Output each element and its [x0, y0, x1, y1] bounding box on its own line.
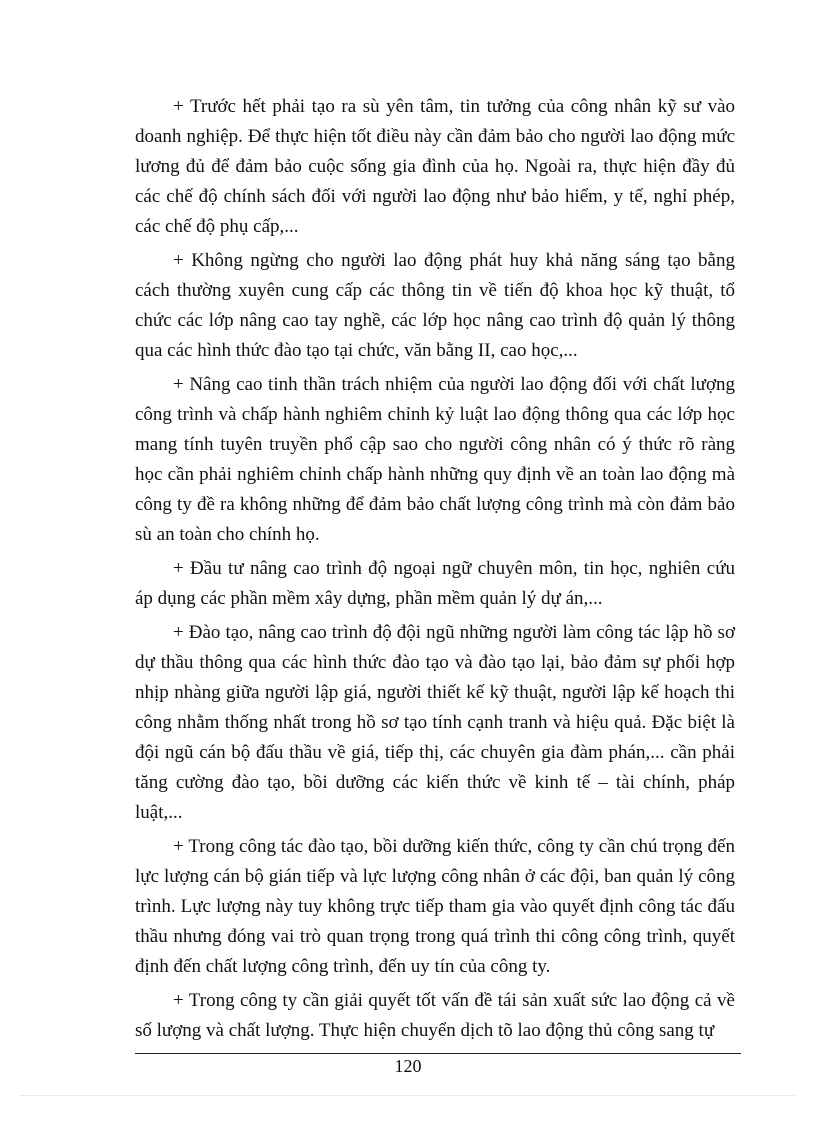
paragraph-3: + Nâng cao tinh thần trách nhiệm của người lao động đối với chất lượng công trình và chấp hành nghiêm chỉnh kỷ luật lao động thông qua các lớp học mang tính tuyên truyền phổ cập sao cho người công nhân có ý thức rõ ràng học cần phải nghiêm chỉnh chấp hành những quy định về an toàn lao động mà công ty đề ra không những để đảm bảo chất lượng công trình mà còn đảm bảo sù an toàn cho chính họ. [135, 374, 735, 545]
footer-divider [135, 1053, 741, 1054]
page-bottom-border [20, 1095, 796, 1096]
paragraph-5: + Đào tạo, nâng cao trình độ đội ngũ những người làm công tác lập hồ sơ dự thầu thông qua các hình thức đào tạo và đào tạo lại, bảo đảm sự phối hợp nhịp nhàng giữa người lập giá, người thiết kế kỹ thuật, người lập kế hoạch thi công nhằm thống nhất trong hồ sơ tạo tính cạnh tranh và hiệu quả. Đặc biệt là đội ngũ cán bộ đấu thầu về giá, tiếp thị, các chuyên gia đàm phán,... cần phải tăng cường đào tạo, bồi dưỡng các kiến thức về kinh tế – tài chính, pháp luật,... [135, 622, 735, 823]
body-text [135, 92, 735, 1050]
page-number: 120 [394, 1056, 422, 1076]
paragraph-6: + Trong công tác đào tạo, bồi dưỡng kiến thức, công ty cần chú trọng đến lực lượng cán bộ gián tiếp và lực lượng công nhân ở các đội, ban quản lý công trình. Lực lượng này tuy không trực tiếp tham gia vào quyết định công tác đấu thầu nhưng đóng vai trò quan trọng trong quá trình thi công công trình, quyết định đến chất lượng công trình, đến uy tín của công ty. [135, 836, 735, 977]
paragraph-4: + Đầu tư nâng cao trình độ ngoại ngữ chuyên môn, tin học, nghiên cứu áp dụng các phần mềm xây dựng, phần mềm quản lý dự án,... [135, 558, 735, 609]
paragraph-2: + Không ngừng cho người lao động phát huy khả năng sáng tạo bằng cách thường xuyên cung cấp các thông tin về tiến độ khoa học kỹ thuật, tổ chức các lớp nâng cao tay nghề, các lớp học nâng cao trình độ quản lý thông qua các hình thức đào tạo tại chức, văn bằng II, cao học,... [135, 250, 735, 361]
paragraph-7: + Trong công ty cần giải quyết tốt vấn đề tái sản xuất sức lao động cả về số lượng và chất lượng. Thực hiện chuyển dịch tõ lao động thủ công sang tự [135, 990, 735, 1041]
paragraph-1: + Trước hết phải tạo ra sù yên tâm, tin tưởng của công nhân kỹ sư vào doanh nghiệp. Để thực hiện tốt điều này cần đảm bảo cho người lao động mức lương đủ để đảm bảo cuộc sống gia đình của họ. Ngoài ra, thực hiện đầy đủ các chế độ chính sách đối với người lao động như bảo hiểm, y tế, nghỉ phép, các chế độ phụ cấp,... [135, 96, 735, 237]
